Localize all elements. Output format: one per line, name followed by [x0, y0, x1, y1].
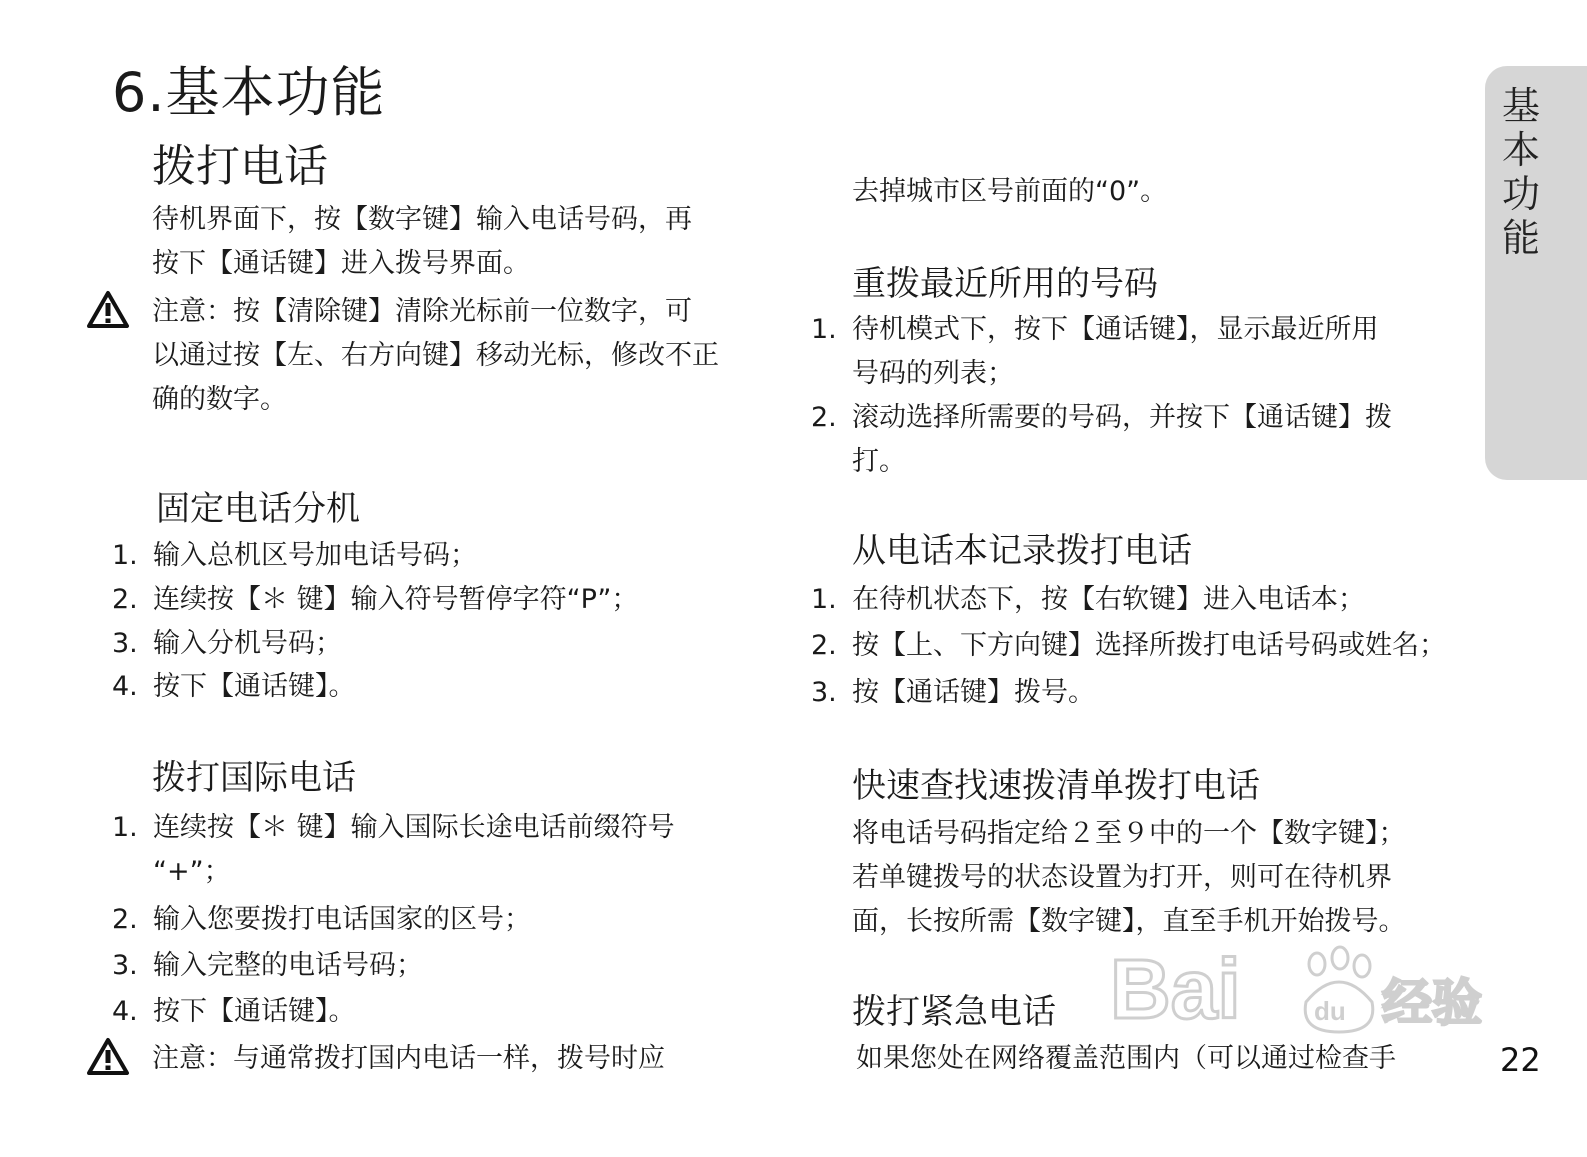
- section-title-emergency: 拨打紧急电话: [852, 992, 1056, 1032]
- emergency-paragraph: 如果您处在网络覆盖范围内（可以通过检查手: [856, 1043, 1396, 1074]
- section-title-dial: 拨打电话: [152, 141, 328, 192]
- section-title-fixed: 固定电话分机: [156, 489, 360, 529]
- baidu-watermark-logo: [1110, 940, 1490, 1070]
- chapter-side-tab: [1485, 66, 1587, 480]
- note-paragraph-1: 注意：按【清除键】清除光标前一位数字，可 以通过按【左、右方向键】移动光标，修改不正 确的数字。: [152, 296, 719, 415]
- section-title-phonebook: 从电话本记录拨打电话: [852, 531, 1192, 571]
- dial-paragraph: 待机界面下，按【数字键】输入电话号码，再 按下【通话键】进入拨号界面。: [152, 204, 692, 279]
- section-title-redial: 重拨最近所用的号码: [852, 264, 1158, 304]
- warning-icon: [86, 1037, 130, 1077]
- continued-line: 去掉城市区号前面的“0”。: [852, 176, 1168, 207]
- speed-dial-paragraph: 将电话号码指定给２至９中的一个【数字键】； 若单键拨号的状态设置为打开，则可在待机界 面，长按所需【数字键】，直至手机开始拨号。: [852, 818, 1406, 937]
- note-paragraph-2: 注意：与通常拨打国内电话一样，拨号时应: [152, 1043, 665, 1074]
- warning-icon: [86, 290, 130, 330]
- page-number: 22: [1500, 1041, 1541, 1079]
- section-title-intl: 拨打国际电话: [152, 758, 356, 798]
- side-tab-label: 基本功能: [1501, 84, 1540, 260]
- svg-text:经验: 经验: [1382, 974, 1482, 1032]
- svg-text:du: du: [1314, 996, 1346, 1026]
- chapter-title: 6.基本功能: [112, 61, 386, 124]
- section-title-speed-dial: 快速查找速拨清单拨打电话: [852, 766, 1260, 806]
- svg-text:Bai: Bai: [1110, 942, 1241, 1036]
